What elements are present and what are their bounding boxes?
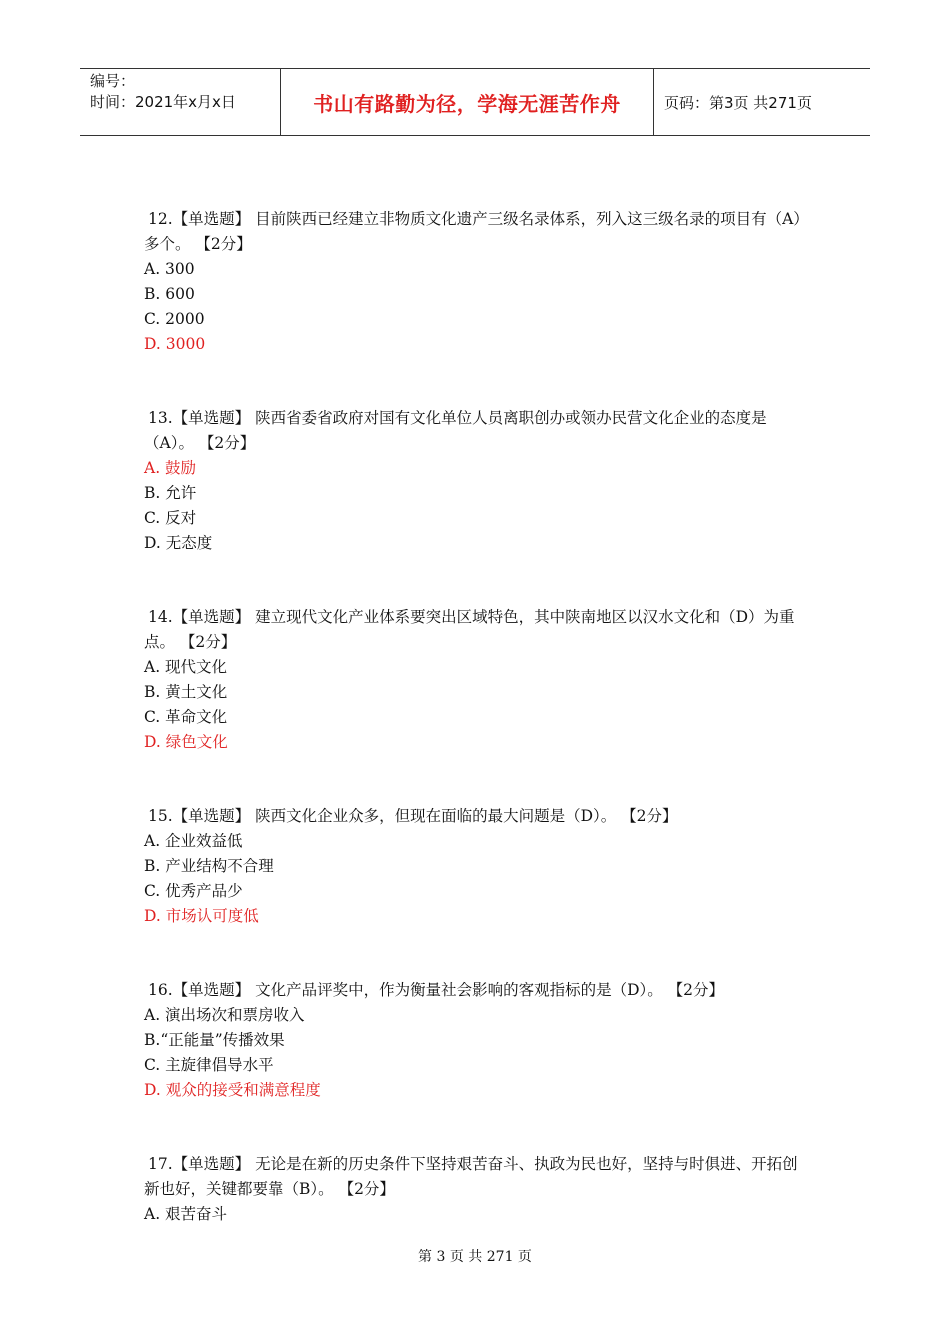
option-a: A. 艰苦奋斗 bbox=[144, 1205, 228, 1223]
option-c: C. 革命文化 bbox=[144, 708, 228, 726]
option-a: A. 企业效益低 bbox=[144, 832, 243, 850]
option-a: A. 演出场次和票房收入 bbox=[144, 1006, 305, 1024]
option-d-answer: D. 观众的接受和满意程度 bbox=[144, 1081, 321, 1099]
option-c: C. 主旋律倡导水平 bbox=[144, 1056, 274, 1074]
page-header bbox=[80, 68, 870, 136]
document-number-label: 编号： bbox=[90, 72, 136, 90]
page-footer bbox=[0, 1246, 950, 1266]
question-15 bbox=[144, 804, 809, 929]
option-c: C. 反对 bbox=[144, 509, 197, 527]
option-a-answer: A. 鼓励 bbox=[144, 459, 197, 477]
question-12 bbox=[144, 207, 809, 357]
header-page-cell bbox=[654, 69, 870, 135]
question-stem: 14.【单选题】 建立现代文化产业体系要突出区域特色，其中陕南地区以汉水文化和（D）为重点。 【2分】 bbox=[144, 608, 795, 651]
question-17 bbox=[144, 1152, 809, 1227]
option-d-answer: D. 市场认可度低 bbox=[144, 907, 259, 925]
question-stem: 17.【单选题】 无论是在新的历史条件下坚持艰苦奋斗、执政为民也好，坚持与时俱进、开拓创新也好，关键都要靠（B）。 【2分】 bbox=[144, 1155, 798, 1198]
footer-page-number: 第 3 页 共 271 页 bbox=[418, 1249, 532, 1265]
option-a: A. 300 bbox=[144, 260, 195, 278]
question-14 bbox=[144, 605, 809, 755]
option-d-answer: D. 3000 bbox=[144, 335, 206, 353]
option-b: B. 允许 bbox=[144, 484, 197, 502]
question-16 bbox=[144, 978, 809, 1103]
option-a: A. 现代文化 bbox=[144, 658, 228, 676]
question-list bbox=[144, 207, 809, 1276]
question-stem: 16.【单选题】 文化产品评奖中，作为衡量社会影响的客观指标的是（D）。 【2分】 bbox=[148, 981, 725, 999]
header-page-number: 页码：第3页 共271页 bbox=[664, 93, 812, 112]
option-c: C. 优秀产品少 bbox=[144, 882, 243, 900]
question-stem: 15.【单选题】 陕西文化企业众多，但现在面临的最大问题是（D）。 【2分】 bbox=[148, 807, 678, 825]
option-b: B. 600 bbox=[144, 285, 195, 303]
option-d-answer: D. 绿色文化 bbox=[144, 733, 228, 751]
option-c: C. 2000 bbox=[144, 310, 205, 328]
option-d: D. 无态度 bbox=[144, 534, 213, 552]
option-b: B. 黄土文化 bbox=[144, 683, 228, 701]
header-meta bbox=[80, 69, 281, 135]
header-motto: 书山有路勤为径，学海无涯苦作舟 bbox=[313, 91, 621, 116]
header-motto-cell bbox=[281, 69, 654, 135]
option-b: B. 产业结构不合理 bbox=[144, 857, 274, 875]
question-13 bbox=[144, 406, 809, 556]
question-stem: 13.【单选题】 陕西省委省政府对国有文化单位人员离职创办或领办民营文化企业的态度是（A）。 【2分】 bbox=[144, 409, 767, 452]
document-date: 时间：2021年x月x日 bbox=[90, 93, 236, 111]
question-stem: 12.【单选题】 目前陕西已经建立非物质文化遗产三级名录体系，列入这三级名录的项目有（A）多个。 【2分】 bbox=[144, 210, 809, 253]
option-b: B.“正能量”传播效果 bbox=[144, 1031, 285, 1049]
